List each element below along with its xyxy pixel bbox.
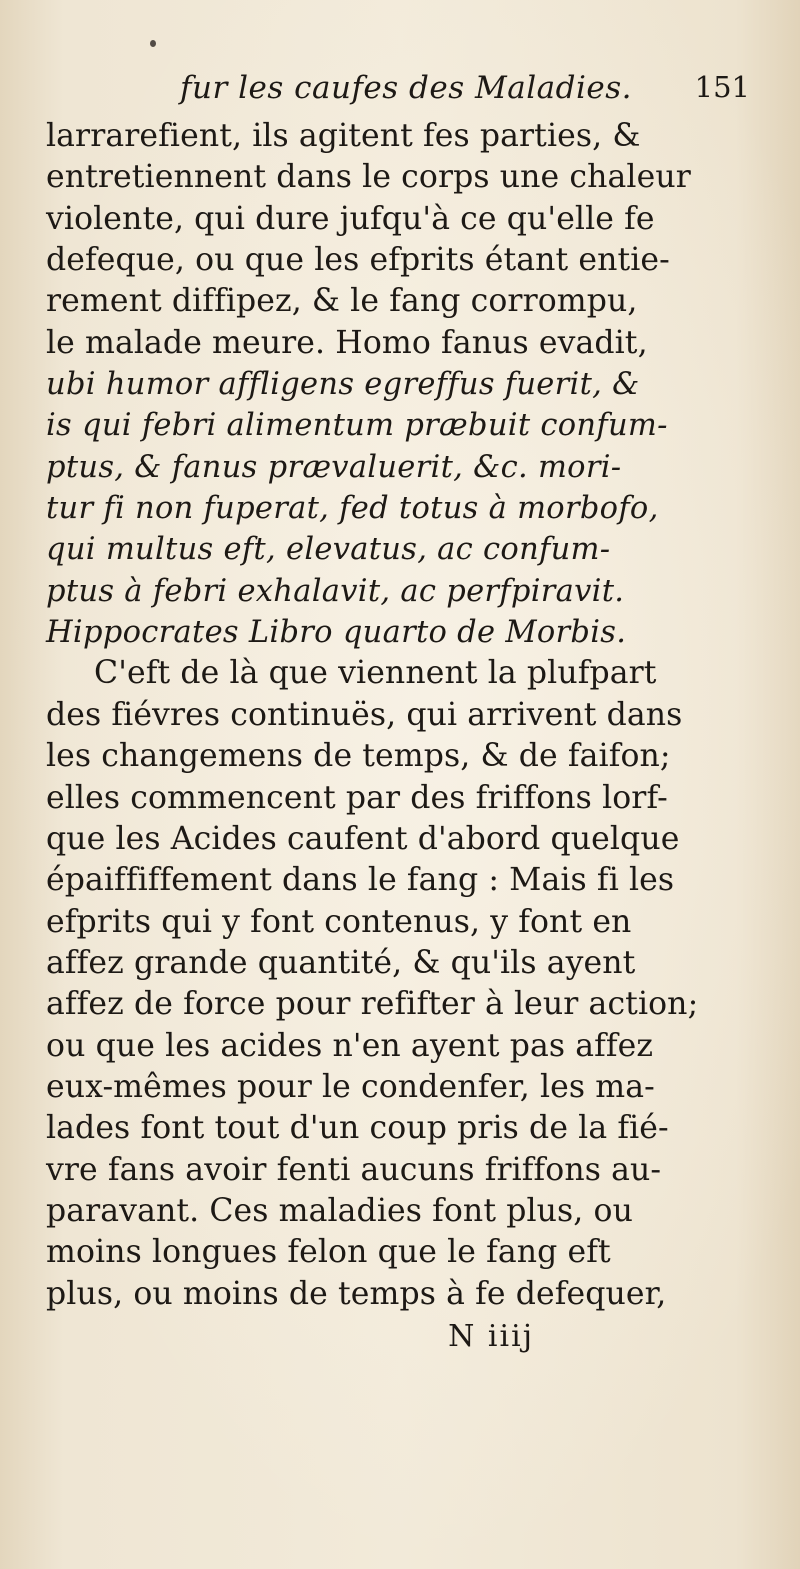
text-line: C'eft de là que viennent la plufpart [94, 655, 657, 692]
text-line: que les Acides caufent d'abord quelque [46, 820, 680, 857]
body-text [46, 116, 766, 1315]
text-line: eux-mêmes pour le condenfer, les ma- [46, 1068, 655, 1105]
ink-speck [150, 40, 156, 47]
text-line: Hippocrates Libro quarto de Morbis. [46, 615, 627, 651]
text-line: affez grande quantité, & qu'ils ayent [46, 944, 636, 981]
signature-mark: N iiij [448, 1318, 534, 1354]
text-line: tur fi non fuperat, fed totus à morbofo, [46, 491, 659, 527]
text-line: plus, ou moins de temps à fe defequer, [46, 1275, 667, 1312]
text-line: elles commencent par des friffons lorf- [46, 779, 668, 816]
text-line: violente, qui dure jufqu'à ce qu'elle fe [46, 200, 655, 237]
text-line: affez de force pour refifter à leur action; [46, 986, 699, 1023]
page-number: 151 [694, 70, 750, 104]
text-line: defeque, ou que les efprits étant entie- [46, 242, 670, 279]
text-line: entretiennent dans le corps une chaleur [46, 159, 691, 196]
text-line: moins longues felon que le fang eft [46, 1234, 611, 1271]
text-line: paravant. Ces maladies font plus, ou [46, 1192, 633, 1229]
text-line: les changemens de temps, & de faifon; [46, 738, 671, 775]
text-line: épaiffiffement dans le fang : Mais fi les [46, 862, 675, 899]
text-line: ptus, & fanus prævaluerit, &c. mori- [46, 449, 622, 485]
text-line: larrarefient, ils agitent fes parties, & [46, 118, 641, 154]
text-line: lades font tout d'un coup pris de la fié- [46, 1110, 669, 1147]
page-text-block [46, 60, 766, 1359]
text-line: ubi humor affligens egreffus fuerit, & [46, 367, 640, 403]
text-line: rement diffipez, & le fang corrompu, [46, 283, 638, 320]
text-line: ptus à febri exhalavit, ac perfpiravit. [46, 573, 625, 609]
text-line: ou que les acides n'en ayent pas affez [46, 1027, 654, 1064]
text-line: le malade meure. Homo fanus evadit, [46, 324, 648, 361]
text-line: vre fans avoir fenti aucuns friffons au- [46, 1151, 662, 1188]
text-line: is qui febri alimentum præbuit confum- [46, 408, 668, 444]
text-line: des fiévres continuës, qui arrivent dans [46, 696, 683, 733]
page-header [46, 60, 766, 116]
running-head: fur les caufes des Maladies. [180, 70, 632, 106]
text-line: qui multus eft, elevatus, ac confum- [46, 532, 611, 568]
text-line: efprits qui y font contenus, y font en [46, 903, 632, 940]
